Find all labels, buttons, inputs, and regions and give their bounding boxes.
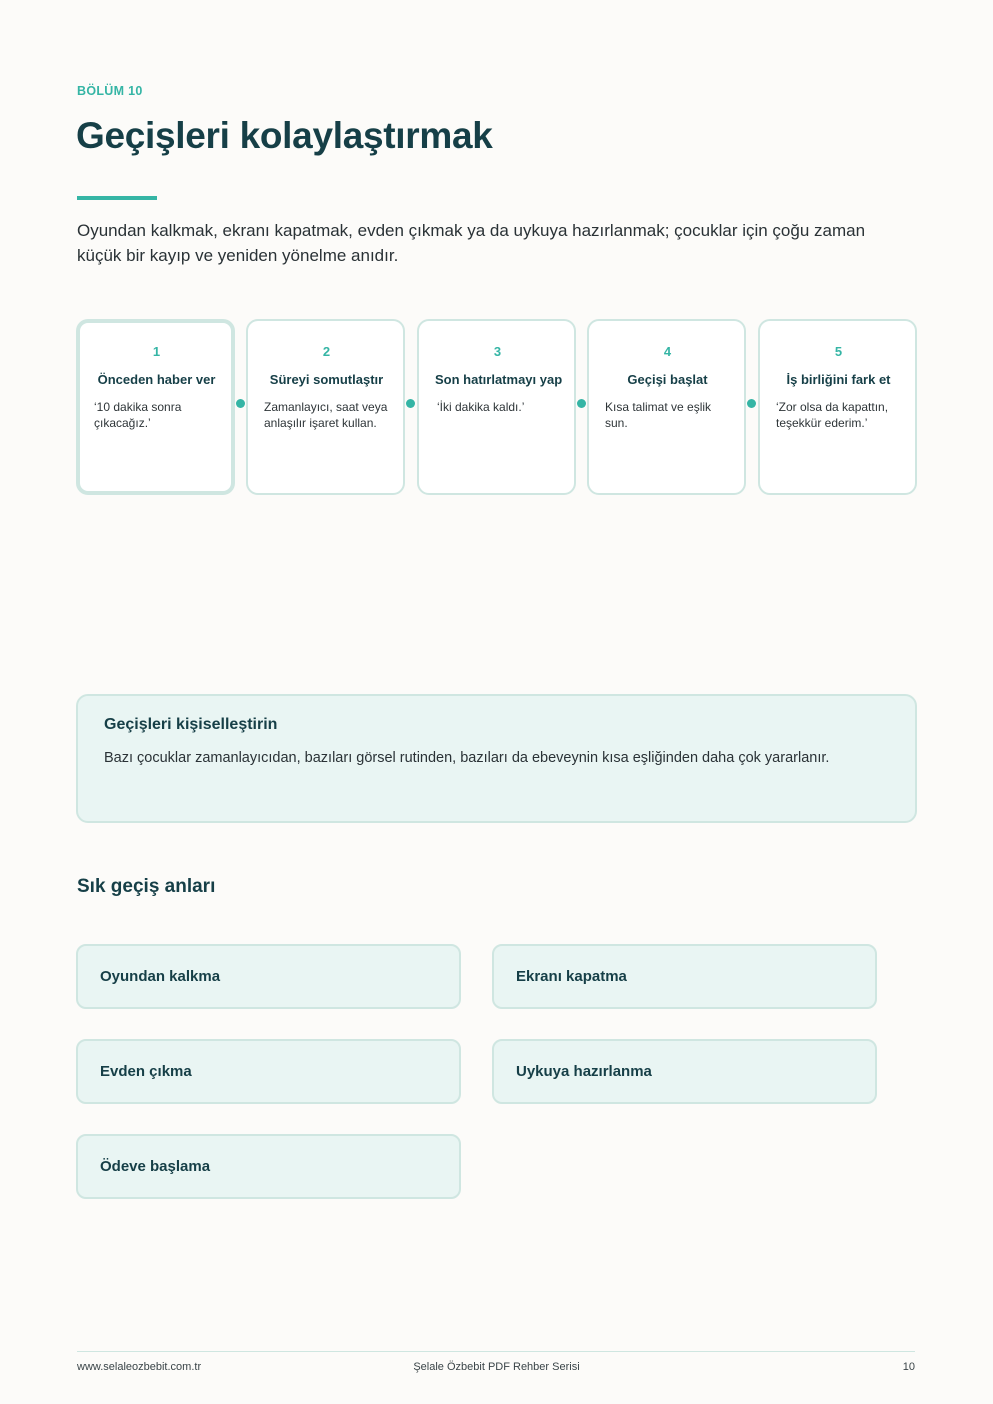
step-description: ‘10 dakika sonra çıkacağız.’ <box>94 400 182 430</box>
step-connector-dot <box>577 399 586 408</box>
footer-series-title: Şelale Özbebit PDF Rehber Serisi <box>413 1361 580 1373</box>
page-title: Geçişleri kolaylaştırmak <box>76 115 493 156</box>
step-description: ‘İki dakika kaldı.’ <box>437 400 525 414</box>
tip-title: Geçişleri kişiselleştirin <box>104 716 278 733</box>
step-connector-dot <box>406 399 415 408</box>
step-title: Süreyi somutlaştır <box>269 372 384 387</box>
step-card <box>587 319 746 495</box>
step-description: Zamanlayıcı, saat veya anlaşılır işaret kullan. <box>264 400 388 430</box>
intro-paragraph: Oyundan kalkmak, ekranı kapatmak, evden çıkmak ya da uykuya hazırlanmak; çocuklar için çoğu zaman küçük bir kayıp ve yeniden yönelme anıdır. <box>77 221 866 265</box>
chapter-label: BÖLÜM 10 <box>77 84 143 98</box>
step-card <box>76 319 235 495</box>
step-connector-dot <box>747 399 756 408</box>
footer-divider <box>77 1351 915 1352</box>
moment-card: Ödeve başlama <box>76 1134 461 1199</box>
moment-card: Uykuya hazırlanma <box>492 1039 877 1104</box>
title-underline <box>77 196 157 200</box>
step-description: Kısa talimat ve eşlik sun. <box>605 400 712 430</box>
step-number: 1 <box>152 344 161 359</box>
section-heading: Sık geçiş anları <box>77 876 216 897</box>
footer-website-link[interactable]: www.selaleozbebit.com.tr <box>77 1361 202 1373</box>
step-title: İş birliğini fark et <box>786 372 891 387</box>
moment-card: Ekranı kapatma <box>492 944 877 1009</box>
transition-steps <box>76 319 917 495</box>
step-title: Geçişi başlat <box>627 372 708 387</box>
step-connector-dot <box>236 399 245 408</box>
step-number: 5 <box>834 344 843 359</box>
page-number: 10 <box>902 1361 915 1373</box>
tip-text: Bazı çocuklar zamanlayıcıdan, bazıları görsel rutinden, bazıları da ebeveynin kısa eşliğinden daha çok yararlanır. <box>104 750 830 766</box>
step-card <box>246 319 405 495</box>
step-card <box>758 319 917 495</box>
step-title: Önceden haber ver <box>97 372 216 387</box>
moment-card: Oyundan kalkma <box>76 944 461 1009</box>
step-title: Son hatırlatmayı yap <box>435 372 563 387</box>
step-number: 3 <box>493 344 502 359</box>
moment-card: Evden çıkma <box>76 1039 461 1104</box>
step-description: ‘Zor olsa da kapattın, teşekkür ederim.’ <box>776 400 889 430</box>
step-number: 2 <box>322 344 331 359</box>
step-card <box>417 319 576 495</box>
step-number: 4 <box>663 344 672 359</box>
tip-box <box>76 694 917 823</box>
